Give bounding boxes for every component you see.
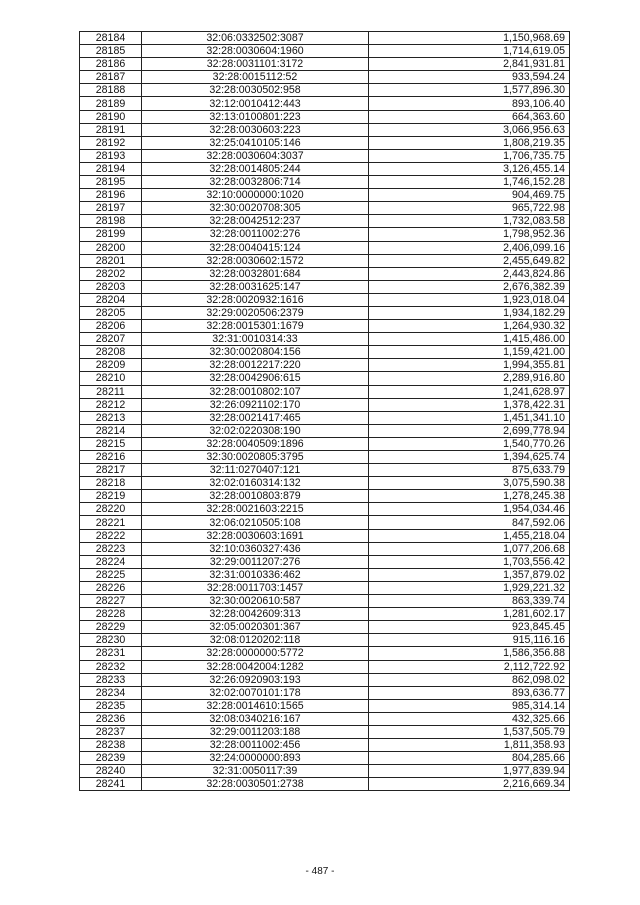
amount-cell: 664,363.60 bbox=[369, 110, 570, 123]
amount-cell: 2,112,722.92 bbox=[369, 660, 570, 673]
amount-cell: 2,406,099.16 bbox=[369, 241, 570, 254]
record-number-cell: 28234 bbox=[80, 686, 142, 699]
record-number-cell: 28212 bbox=[80, 398, 142, 411]
record-number-cell: 28203 bbox=[80, 280, 142, 293]
cadastral-number-cell: 32:28:0020932:1616 bbox=[142, 293, 369, 306]
table-row bbox=[80, 595, 570, 608]
amount-cell: 1,746,152.28 bbox=[369, 176, 570, 189]
amount-cell: 965,722.98 bbox=[369, 202, 570, 215]
amount-cell: 1,540,770.26 bbox=[369, 437, 570, 450]
table-row bbox=[80, 123, 570, 136]
record-number-cell: 28184 bbox=[80, 32, 142, 45]
cadastral-number-cell: 32:28:0015301:1679 bbox=[142, 320, 369, 333]
record-number-cell: 28227 bbox=[80, 595, 142, 608]
record-number-cell: 28236 bbox=[80, 712, 142, 725]
cadastral-number-cell: 32:28:0032806:714 bbox=[142, 176, 369, 189]
record-number-cell: 28210 bbox=[80, 372, 142, 385]
table-row bbox=[80, 699, 570, 712]
amount-cell: 915,116.16 bbox=[369, 634, 570, 647]
cadastral-number-cell: 32:26:0921102:170 bbox=[142, 398, 369, 411]
cadastral-number-cell: 32:29:0011207:276 bbox=[142, 555, 369, 568]
table-row bbox=[80, 215, 570, 228]
cadastral-number-cell: 32:30:0020804:156 bbox=[142, 346, 369, 359]
cadastral-number-cell: 32:06:0210505:108 bbox=[142, 516, 369, 529]
cadastral-number-cell: 32:08:0340216:167 bbox=[142, 712, 369, 725]
record-number-cell: 28241 bbox=[80, 778, 142, 791]
table-row bbox=[80, 490, 570, 503]
record-number-cell: 28240 bbox=[80, 765, 142, 778]
table-row bbox=[80, 202, 570, 215]
cadastral-number-cell: 32:28:0014805:244 bbox=[142, 162, 369, 175]
table-row bbox=[80, 725, 570, 738]
record-number-cell: 28207 bbox=[80, 333, 142, 346]
table-row bbox=[80, 333, 570, 346]
amount-cell: 1,954,034.46 bbox=[369, 503, 570, 516]
record-number-cell: 28196 bbox=[80, 189, 142, 202]
amount-cell: 1,923,018.04 bbox=[369, 293, 570, 306]
amount-cell: 1,977,839.94 bbox=[369, 765, 570, 778]
record-number-cell: 28208 bbox=[80, 346, 142, 359]
cadastral-number-cell: 32:28:0030502:958 bbox=[142, 84, 369, 97]
amount-cell: 1,394,625.74 bbox=[369, 451, 570, 464]
amount-cell: 2,216,669.34 bbox=[369, 778, 570, 791]
cadastral-number-cell: 32:02:0220308:190 bbox=[142, 424, 369, 437]
amount-cell: 2,455,649.82 bbox=[369, 254, 570, 267]
table-row bbox=[80, 267, 570, 280]
record-number-cell: 28237 bbox=[80, 725, 142, 738]
table-row bbox=[80, 621, 570, 634]
cadastral-number-cell: 32:28:0021417:465 bbox=[142, 411, 369, 424]
table-row bbox=[80, 110, 570, 123]
table-row bbox=[80, 241, 570, 254]
table-row bbox=[80, 228, 570, 241]
cadastral-number-cell: 32:29:0020506:2379 bbox=[142, 306, 369, 319]
record-number-cell: 28187 bbox=[80, 71, 142, 84]
table-row bbox=[80, 647, 570, 660]
record-number-cell: 28238 bbox=[80, 739, 142, 752]
table-row bbox=[80, 778, 570, 791]
amount-cell: 1,929,221.32 bbox=[369, 581, 570, 594]
record-number-cell: 28200 bbox=[80, 241, 142, 254]
record-number-cell: 28231 bbox=[80, 647, 142, 660]
cadastral-number-cell: 32:29:0011203:188 bbox=[142, 725, 369, 738]
amount-cell: 1,703,556.42 bbox=[369, 555, 570, 568]
amount-cell: 1,241,628.97 bbox=[369, 385, 570, 398]
amount-cell: 1,264,930.32 bbox=[369, 320, 570, 333]
amount-cell: 985,314.14 bbox=[369, 699, 570, 712]
record-number-cell: 28191 bbox=[80, 123, 142, 136]
record-number-cell: 28186 bbox=[80, 58, 142, 71]
table-row bbox=[80, 136, 570, 149]
table-row bbox=[80, 293, 570, 306]
cadastral-number-cell: 32:28:0010803:879 bbox=[142, 490, 369, 503]
table-row bbox=[80, 529, 570, 542]
record-number-cell: 28219 bbox=[80, 490, 142, 503]
amount-cell: 2,443,824.86 bbox=[369, 267, 570, 280]
table-row bbox=[80, 398, 570, 411]
record-number-cell: 28195 bbox=[80, 176, 142, 189]
amount-cell: 432,325.66 bbox=[369, 712, 570, 725]
cadastral-number-cell: 32:31:0010314:33 bbox=[142, 333, 369, 346]
record-number-cell: 28204 bbox=[80, 293, 142, 306]
amount-cell: 1,577,896.30 bbox=[369, 84, 570, 97]
amount-cell: 1,537,505.79 bbox=[369, 725, 570, 738]
amount-cell: 1,798,952.36 bbox=[369, 228, 570, 241]
amount-cell: 923,845.45 bbox=[369, 621, 570, 634]
cadastral-number-cell: 32:28:0030602:1572 bbox=[142, 254, 369, 267]
amount-cell: 2,841,931.81 bbox=[369, 58, 570, 71]
record-number-cell: 28197 bbox=[80, 202, 142, 215]
cadastral-number-cell: 32:28:0011002:456 bbox=[142, 739, 369, 752]
cadastral-number-cell: 32:02:0070101:178 bbox=[142, 686, 369, 699]
record-number-cell: 28185 bbox=[80, 45, 142, 58]
record-number-cell: 28239 bbox=[80, 752, 142, 765]
cadastral-number-cell: 32:28:0032801:684 bbox=[142, 267, 369, 280]
amount-cell: 1,415,486.00 bbox=[369, 333, 570, 346]
cadastral-number-cell: 32:28:0042512:237 bbox=[142, 215, 369, 228]
cadastral-number-cell: 32:28:0030501:2738 bbox=[142, 778, 369, 791]
table-row bbox=[80, 385, 570, 398]
table-row bbox=[80, 97, 570, 110]
record-number-cell: 28192 bbox=[80, 136, 142, 149]
record-number-cell: 28221 bbox=[80, 516, 142, 529]
table-row bbox=[80, 162, 570, 175]
table-row bbox=[80, 660, 570, 673]
cadastral-number-cell: 32:30:0020805:3795 bbox=[142, 451, 369, 464]
record-number-cell: 28214 bbox=[80, 424, 142, 437]
record-number-cell: 28198 bbox=[80, 215, 142, 228]
table-row bbox=[80, 149, 570, 162]
table-row bbox=[80, 84, 570, 97]
amount-cell: 804,285.66 bbox=[369, 752, 570, 765]
table-row bbox=[80, 424, 570, 437]
cadastral-number-cell: 32:30:0020708:305 bbox=[142, 202, 369, 215]
table-row bbox=[80, 176, 570, 189]
cadastral-number-cell: 32:28:0012217:220 bbox=[142, 359, 369, 372]
amount-cell: 3,075,590.38 bbox=[369, 477, 570, 490]
table-row bbox=[80, 464, 570, 477]
table-row bbox=[80, 411, 570, 424]
cadastral-number-cell: 32:05:0020301:367 bbox=[142, 621, 369, 634]
cadastral-number-cell: 32:28:0042906:615 bbox=[142, 372, 369, 385]
amount-cell: 933,594.24 bbox=[369, 71, 570, 84]
cadastral-number-cell: 32:28:0010802:107 bbox=[142, 385, 369, 398]
record-number-cell: 28211 bbox=[80, 385, 142, 398]
record-number-cell: 28213 bbox=[80, 411, 142, 424]
record-number-cell: 28202 bbox=[80, 267, 142, 280]
cadastral-number-cell: 32:28:0030603:1691 bbox=[142, 529, 369, 542]
amount-cell: 1,159,421.00 bbox=[369, 346, 570, 359]
record-number-cell: 28235 bbox=[80, 699, 142, 712]
amount-cell: 1,281,602.17 bbox=[369, 608, 570, 621]
amount-cell: 847,592.06 bbox=[369, 516, 570, 529]
record-number-cell: 28206 bbox=[80, 320, 142, 333]
table-row bbox=[80, 346, 570, 359]
cadastral-number-cell: 32:28:0042609:313 bbox=[142, 608, 369, 621]
table-row bbox=[80, 306, 570, 319]
cadastral-number-cell: 32:28:0031625:147 bbox=[142, 280, 369, 293]
table-row bbox=[80, 437, 570, 450]
table-row bbox=[80, 372, 570, 385]
table-row bbox=[80, 280, 570, 293]
cadastral-number-cell: 32:26:0920903:193 bbox=[142, 673, 369, 686]
record-number-cell: 28232 bbox=[80, 660, 142, 673]
cadastral-number-cell: 32:11:0270407:121 bbox=[142, 464, 369, 477]
table-row bbox=[80, 673, 570, 686]
cadastral-number-cell: 32:31:0010336:462 bbox=[142, 568, 369, 581]
cadastral-number-cell: 32:28:0015112:52 bbox=[142, 71, 369, 84]
cadastral-number-cell: 32:28:0030604:1960 bbox=[142, 45, 369, 58]
table-row bbox=[80, 568, 570, 581]
amount-cell: 1,455,218.04 bbox=[369, 529, 570, 542]
table-row bbox=[80, 359, 570, 372]
cadastral-number-cell: 32:28:0030603:223 bbox=[142, 123, 369, 136]
amount-cell: 1,150,968.69 bbox=[369, 32, 570, 45]
table-row bbox=[80, 752, 570, 765]
amount-cell: 893,636.77 bbox=[369, 686, 570, 699]
table-row bbox=[80, 581, 570, 594]
record-number-cell: 28189 bbox=[80, 97, 142, 110]
cadastral-number-cell: 32:28:0014610:1565 bbox=[142, 699, 369, 712]
record-number-cell: 28194 bbox=[80, 162, 142, 175]
amount-cell: 1,811,358.93 bbox=[369, 739, 570, 752]
amount-cell: 875,633.79 bbox=[369, 464, 570, 477]
table-row bbox=[80, 477, 570, 490]
amount-cell: 1,451,341.10 bbox=[369, 411, 570, 424]
amount-cell: 2,676,382.39 bbox=[369, 280, 570, 293]
amount-cell: 2,289,916.80 bbox=[369, 372, 570, 385]
table-row bbox=[80, 765, 570, 778]
record-number-cell: 28209 bbox=[80, 359, 142, 372]
table-row bbox=[80, 686, 570, 699]
table-row bbox=[80, 451, 570, 464]
table-row bbox=[80, 516, 570, 529]
record-number-cell: 28217 bbox=[80, 464, 142, 477]
amount-cell: 2,699,778.94 bbox=[369, 424, 570, 437]
record-number-cell: 28233 bbox=[80, 673, 142, 686]
amount-cell: 1,732,083.58 bbox=[369, 215, 570, 228]
table-row bbox=[80, 503, 570, 516]
table-row bbox=[80, 254, 570, 267]
record-number-cell: 28229 bbox=[80, 621, 142, 634]
amount-cell: 1,077,206.68 bbox=[369, 542, 570, 555]
record-number-cell: 28188 bbox=[80, 84, 142, 97]
amount-cell: 1,378,422.31 bbox=[369, 398, 570, 411]
amount-cell: 1,278,245.38 bbox=[369, 490, 570, 503]
amount-cell: 1,808,219.35 bbox=[369, 136, 570, 149]
record-number-cell: 28220 bbox=[80, 503, 142, 516]
record-number-cell: 28216 bbox=[80, 451, 142, 464]
amount-cell: 1,994,355.81 bbox=[369, 359, 570, 372]
table-row bbox=[80, 32, 570, 45]
cadastral-number-cell: 32:31:0050117:39 bbox=[142, 765, 369, 778]
cadastral-number-cell: 32:08:0120202:118 bbox=[142, 634, 369, 647]
record-number-cell: 28215 bbox=[80, 437, 142, 450]
record-number-cell: 28199 bbox=[80, 228, 142, 241]
cadastral-number-cell: 32:30:0020610:587 bbox=[142, 595, 369, 608]
amount-cell: 904,469.75 bbox=[369, 189, 570, 202]
record-number-cell: 28225 bbox=[80, 568, 142, 581]
table-row bbox=[80, 189, 570, 202]
record-number-cell: 28222 bbox=[80, 529, 142, 542]
table-row bbox=[80, 45, 570, 58]
cadastral-number-cell: 32:28:0021603:2215 bbox=[142, 503, 369, 516]
amount-cell: 1,934,182.29 bbox=[369, 306, 570, 319]
page-number: - 487 - bbox=[305, 866, 335, 877]
cadastral-number-cell: 32:02:0160314:132 bbox=[142, 477, 369, 490]
record-number-cell: 28205 bbox=[80, 306, 142, 319]
cadastral-number-cell: 32:28:0030604:3037 bbox=[142, 149, 369, 162]
cadastral-number-cell: 32:28:0011002:276 bbox=[142, 228, 369, 241]
table-row bbox=[80, 555, 570, 568]
cadastral-number-cell: 32:13:0100801:223 bbox=[142, 110, 369, 123]
record-number-cell: 28228 bbox=[80, 608, 142, 621]
record-number-cell: 28223 bbox=[80, 542, 142, 555]
record-number-cell: 28190 bbox=[80, 110, 142, 123]
amount-cell: 1,586,356.88 bbox=[369, 647, 570, 660]
cadastral-number-cell: 32:28:0011703:1457 bbox=[142, 581, 369, 594]
amount-cell: 863,339.74 bbox=[369, 595, 570, 608]
table-row bbox=[80, 634, 570, 647]
cadastral-number-cell: 32:28:0031101:3172 bbox=[142, 58, 369, 71]
table-row bbox=[80, 71, 570, 84]
record-number-cell: 28224 bbox=[80, 555, 142, 568]
table-row bbox=[80, 739, 570, 752]
record-number-cell: 28218 bbox=[80, 477, 142, 490]
table-row bbox=[80, 712, 570, 725]
cadastral-number-cell: 32:25:0410105:146 bbox=[142, 136, 369, 149]
table-row bbox=[80, 608, 570, 621]
table-row bbox=[80, 58, 570, 71]
amount-cell: 862,098.02 bbox=[369, 673, 570, 686]
registry-table bbox=[79, 31, 570, 791]
cadastral-number-cell: 32:28:0040509:1896 bbox=[142, 437, 369, 450]
cadastral-number-cell: 32:28:0040415:124 bbox=[142, 241, 369, 254]
cadastral-number-cell: 32:28:0042004:1282 bbox=[142, 660, 369, 673]
amount-cell: 3,126,455.14 bbox=[369, 162, 570, 175]
amount-cell: 1,714,619.05 bbox=[369, 45, 570, 58]
amount-cell: 893,106.40 bbox=[369, 97, 570, 110]
amount-cell: 3,066,956.63 bbox=[369, 123, 570, 136]
amount-cell: 1,357,879.02 bbox=[369, 568, 570, 581]
cadastral-number-cell: 32:06:0332502:3087 bbox=[142, 32, 369, 45]
table-row bbox=[80, 320, 570, 333]
cadastral-number-cell: 32:24:0000000:893 bbox=[142, 752, 369, 765]
record-number-cell: 28201 bbox=[80, 254, 142, 267]
record-number-cell: 28230 bbox=[80, 634, 142, 647]
record-number-cell: 28226 bbox=[80, 581, 142, 594]
amount-cell: 1,706,735.75 bbox=[369, 149, 570, 162]
cadastral-number-cell: 32:10:0360327:436 bbox=[142, 542, 369, 555]
cadastral-number-cell: 32:28:0000000:5772 bbox=[142, 647, 369, 660]
registry-table-body bbox=[80, 32, 570, 791]
cadastral-number-cell: 32:10:0000000:1020 bbox=[142, 189, 369, 202]
table-row bbox=[80, 542, 570, 555]
cadastral-number-cell: 32:12:0010412:443 bbox=[142, 97, 369, 110]
record-number-cell: 28193 bbox=[80, 149, 142, 162]
